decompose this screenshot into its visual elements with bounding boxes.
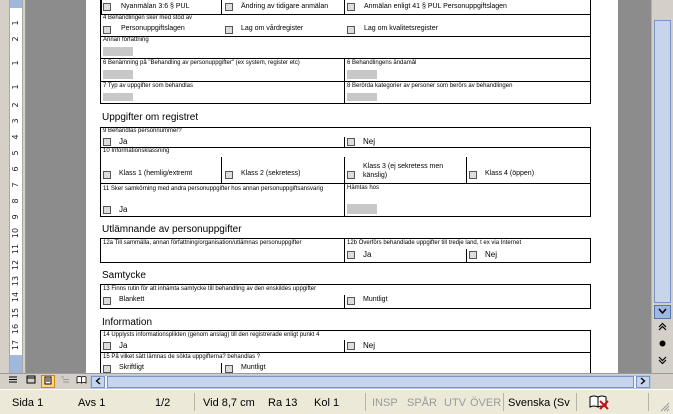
q11-source-label: Hämtas hos bbox=[347, 185, 380, 191]
ruler-number: 2 bbox=[11, 102, 20, 108]
ruler-number: 8 bbox=[11, 198, 20, 204]
status-separator bbox=[503, 393, 504, 411]
browse-object-button[interactable] bbox=[654, 339, 671, 353]
web-layout-button[interactable] bbox=[24, 375, 38, 388]
q13-label: 13 Finns rutin för att inhämta samtycke till behandling av den enskildes uppgifter bbox=[103, 286, 317, 292]
q14-label: 14 Upplysts informationsplikten (genom anslag) till den registrerade enligt punkt 4 bbox=[103, 332, 320, 338]
document-page[interactable] bbox=[86, 0, 618, 373]
book-check-icon bbox=[588, 394, 610, 410]
status-line: Ra 13 bbox=[268, 397, 298, 409]
ruler-margin-bottom bbox=[10, 355, 22, 373]
q8-field[interactable] bbox=[347, 93, 377, 101]
form-row-q9 bbox=[100, 128, 591, 148]
checkbox-class3[interactable] bbox=[347, 171, 355, 179]
section-disclosure bbox=[100, 217, 591, 239]
ruler-number: 5 bbox=[11, 150, 20, 156]
status-section: Avs 1 bbox=[78, 397, 106, 409]
option-quality-register-label: Lag om kvalitetsregister bbox=[364, 25, 438, 32]
oral-option-label: Muntligt bbox=[363, 296, 388, 303]
checkbox-q11-yes[interactable] bbox=[103, 206, 111, 214]
other-law-field[interactable] bbox=[103, 47, 133, 56]
checkbox-q12b-no[interactable] bbox=[469, 251, 477, 259]
vertical-ruler[interactable] bbox=[0, 0, 26, 373]
form-row-legal-basis bbox=[100, 15, 591, 37]
option-change-label: Ändring av tidigare anmälan bbox=[241, 3, 329, 10]
page-layout-icon bbox=[43, 376, 53, 385]
scroll-down-button[interactable] bbox=[654, 305, 671, 319]
spelling-status-icon[interactable] bbox=[588, 394, 610, 413]
resize-grip-icon[interactable] bbox=[660, 402, 670, 412]
checkbox-class2[interactable] bbox=[225, 171, 233, 179]
ruler-number: 4 bbox=[11, 134, 20, 140]
checkbox-written[interactable] bbox=[103, 365, 111, 373]
form-row-q12 bbox=[100, 239, 591, 263]
q14-no-label: Nej bbox=[363, 341, 376, 350]
q12b-label: 12b Överförs behandlade uppgifter till tredje land, t ex via Internet bbox=[347, 240, 522, 246]
form-row-q14 bbox=[100, 331, 591, 353]
form-row-q15 bbox=[100, 353, 591, 373]
section-register-title: Uppgifter om registret bbox=[102, 112, 199, 123]
horizontal-scrollbar[interactable] bbox=[90, 375, 651, 389]
normal-view-button[interactable] bbox=[6, 375, 20, 388]
q15-label: 15 På vilket sätt lämnas de sökta uppgifterna? behandlas ? bbox=[103, 354, 261, 360]
class4-label: Klass 4 (öppen) bbox=[485, 170, 535, 177]
form-row-q11 bbox=[100, 184, 591, 217]
status-separator bbox=[194, 393, 195, 411]
ruler-number: 3 bbox=[11, 118, 20, 124]
document-area[interactable] bbox=[27, 0, 651, 373]
q6-field[interactable] bbox=[103, 70, 133, 79]
oral-info-option-label: Muntligt bbox=[241, 364, 266, 371]
outline-icon bbox=[60, 375, 70, 384]
status-position: Vid 8,7 cm bbox=[203, 397, 255, 409]
status-page: Sida 1 bbox=[12, 397, 44, 409]
checkbox-art41[interactable] bbox=[347, 3, 355, 11]
chevron-left-icon bbox=[95, 377, 101, 385]
status-separator bbox=[648, 393, 649, 411]
checkbox-oral-info[interactable] bbox=[225, 365, 233, 373]
class3-label: Klass 3 (ej sekretess men känslig) bbox=[363, 163, 444, 179]
q9-no-label: Nej bbox=[363, 137, 376, 146]
status-page-count: 1/2 bbox=[155, 397, 171, 409]
option-pul-label: Personuppgiftslagen bbox=[121, 25, 185, 32]
status-column: Kol 1 bbox=[314, 397, 340, 409]
q6-label: 6 Benämning på "Behandling av personuppgifter" (ex system, register etc) bbox=[103, 60, 300, 66]
vertical-scroll-thumb[interactable] bbox=[654, 20, 671, 303]
chevron-down-icon bbox=[658, 308, 667, 314]
checkbox-change[interactable] bbox=[225, 3, 233, 11]
checkbox-pul[interactable] bbox=[103, 26, 111, 34]
q12b-no-label: Nej bbox=[485, 250, 498, 259]
status-separator bbox=[365, 393, 366, 411]
ruler-number: 1 bbox=[11, 60, 20, 66]
q7-field[interactable] bbox=[103, 93, 133, 101]
ruler-number: 11 bbox=[11, 243, 20, 255]
q11-source-field[interactable] bbox=[347, 204, 377, 214]
other-law-label: Annan författning bbox=[103, 37, 149, 43]
vertical-scrollbar[interactable] bbox=[651, 0, 673, 373]
scroll-right-button[interactable] bbox=[636, 376, 650, 388]
ruler-number: 2 bbox=[11, 36, 20, 42]
checkbox-quality-register[interactable] bbox=[347, 26, 355, 34]
form-row-q6 bbox=[100, 59, 591, 82]
checkbox-class1[interactable] bbox=[103, 171, 111, 179]
section-consent-title: Samtycke bbox=[102, 270, 146, 281]
ruler-number: 13 bbox=[11, 275, 20, 287]
checkbox-oral[interactable] bbox=[347, 297, 355, 305]
circle-icon bbox=[658, 339, 667, 348]
checkbox-new[interactable] bbox=[103, 3, 111, 11]
form-row-q7 bbox=[100, 82, 591, 104]
status-language[interactable]: Svenska (Sv bbox=[508, 397, 570, 409]
q12b-yes-label: Ja bbox=[363, 250, 372, 259]
form-row-other-law bbox=[100, 37, 591, 59]
q9-label: 9 Behandlas personnummer? bbox=[103, 128, 182, 134]
checkbox-q14-yes[interactable] bbox=[103, 342, 111, 350]
ruler-margin-top bbox=[10, 0, 22, 8]
status-extend[interactable]: UTV bbox=[444, 397, 466, 409]
ruler-number: 16 bbox=[11, 323, 20, 335]
section-information-title: Information bbox=[102, 317, 153, 328]
class2-label: Klass 2 (sekretess) bbox=[241, 170, 301, 177]
q9-yes-label: Ja bbox=[119, 137, 128, 146]
ruler-number: 1 bbox=[11, 20, 20, 26]
outline-view-button[interactable] bbox=[58, 375, 72, 388]
reading-layout-button[interactable] bbox=[74, 375, 88, 388]
form-row-q13 bbox=[100, 285, 591, 309]
print-layout-button[interactable] bbox=[41, 375, 55, 388]
lines-icon bbox=[8, 375, 18, 384]
status-bar bbox=[0, 389, 673, 414]
ruler-number: 9 bbox=[11, 214, 20, 220]
q10-label: 10 Informationsklassning bbox=[103, 148, 170, 154]
class1-label: Klass 1 (hemlig/extremt bbox=[119, 170, 193, 177]
checkbox-q12b-yes[interactable] bbox=[347, 251, 355, 259]
written-option-label: Skriftligt bbox=[119, 364, 144, 371]
q6-purpose-field[interactable] bbox=[347, 70, 377, 79]
status-overtype[interactable]: ÖVER bbox=[470, 397, 502, 409]
horizontal-scroll-thumb[interactable] bbox=[107, 376, 634, 388]
q8-label: 8 Berörda kategorier av personer som berörs av behandlingen bbox=[347, 83, 513, 89]
status-record-macro[interactable]: INSP bbox=[372, 397, 398, 409]
ruler-number: 10 bbox=[11, 227, 20, 239]
checkbox-q9-no[interactable] bbox=[347, 138, 355, 146]
option-new-label: Nyanmälan 3:6 § PUL bbox=[121, 3, 190, 10]
chevron-right-icon bbox=[640, 377, 646, 385]
q11-yes-label: Ja bbox=[119, 205, 128, 214]
checkbox-care-register[interactable] bbox=[225, 26, 233, 34]
q14-yes-label: Ja bbox=[119, 341, 128, 350]
option-care-register-label: Lag om vårdregister bbox=[241, 25, 304, 32]
next-page-button[interactable] bbox=[654, 356, 671, 370]
view-and-scroll-bar bbox=[0, 373, 673, 389]
double-up-arrow-icon bbox=[658, 322, 667, 331]
q6-purpose-label: 6 Behandlingens ändamål bbox=[347, 60, 417, 66]
q11-label: 11 Sker samkörning med andra personuppgifter hos annan personuppgiftsansvarig bbox=[103, 186, 324, 192]
ruler-number: 12 bbox=[11, 259, 20, 271]
status-separator bbox=[576, 393, 577, 411]
ruler-number: 1 bbox=[11, 84, 20, 90]
form-option-label: Blankett bbox=[119, 296, 145, 303]
section-disclosure-title: Utlämnande av personuppgifter bbox=[102, 224, 242, 235]
q4-label: 4 Behandlingen sker med stöd av bbox=[103, 15, 193, 21]
open-book-icon bbox=[76, 375, 87, 384]
checkbox-q9-yes[interactable] bbox=[103, 138, 111, 146]
option-art41-label: Anmälan enligt 41 § PUL Personuppgiftslagen bbox=[364, 3, 507, 10]
form-row-q10 bbox=[100, 148, 591, 184]
ruler-number: 6 bbox=[11, 166, 20, 172]
checkbox-q14-no[interactable] bbox=[347, 342, 355, 350]
ruler-number: 15 bbox=[11, 307, 20, 319]
double-down-arrow-icon bbox=[658, 356, 667, 365]
ruler-number: 17 bbox=[11, 339, 20, 351]
q12a-label: 12a Till sammälla, annan författning/organisation/utlämnas personuppgifter bbox=[103, 240, 302, 246]
checkbox-class4[interactable] bbox=[469, 171, 477, 179]
section-consent bbox=[100, 263, 591, 285]
section-information bbox=[100, 309, 591, 331]
form-row-type bbox=[100, 0, 591, 15]
q7-label: 7 Typ av uppgifter som behandlas bbox=[103, 83, 193, 89]
checkbox-form[interactable] bbox=[103, 297, 111, 305]
ruler-number: 7 bbox=[11, 182, 20, 188]
previous-page-button[interactable] bbox=[654, 322, 671, 336]
status-track-changes[interactable]: SPÅR bbox=[407, 397, 437, 409]
ruler-number: 14 bbox=[11, 291, 20, 303]
web-page-icon bbox=[26, 375, 36, 384]
scroll-left-button[interactable] bbox=[91, 376, 105, 388]
section-register bbox=[100, 104, 591, 128]
